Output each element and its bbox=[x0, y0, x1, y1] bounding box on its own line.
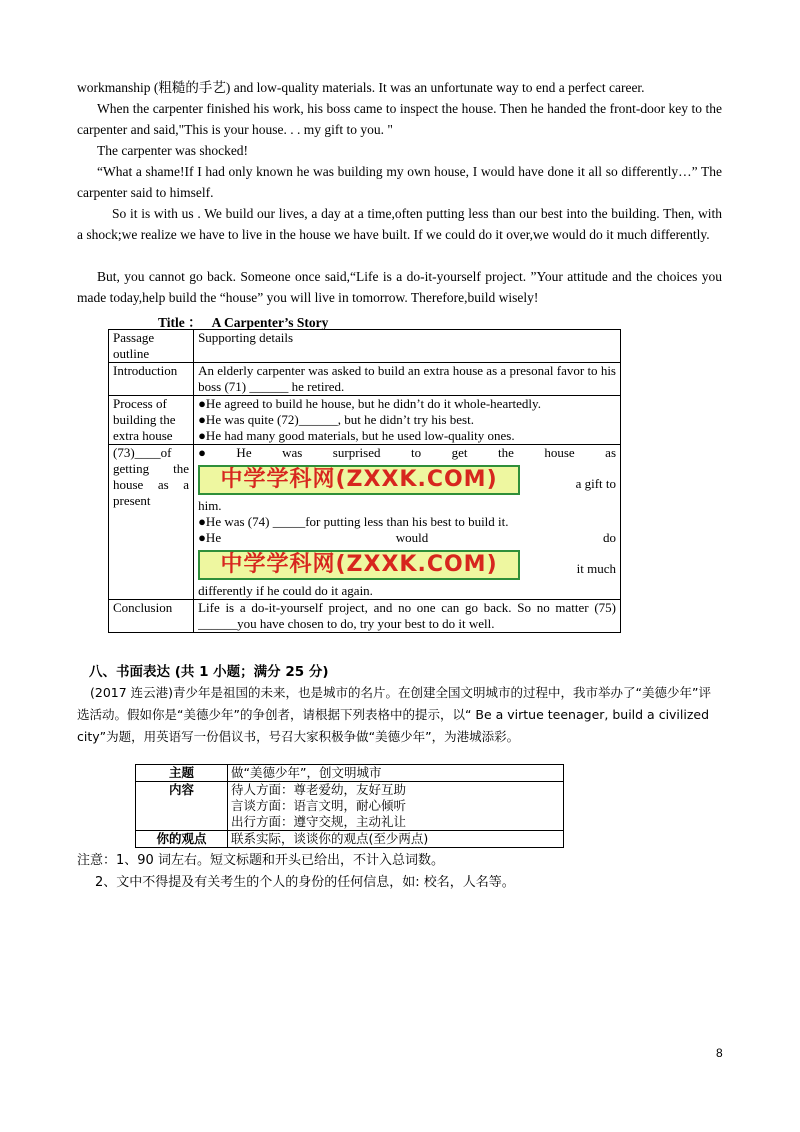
story-paragraph-5: So it is with us . We build our lives, a day at a time,often putting less than our best into the building. Then, with a shock;we realize we have to live in the house we have built. If we could do it over,we would do it much differently. bbox=[77, 206, 722, 242]
row-content: 做“美德少年”，创文明城市 bbox=[228, 765, 564, 782]
outline-header-cell: Passage outline bbox=[109, 330, 194, 363]
present-line-5: differently if he could do it again. bbox=[198, 583, 373, 598]
table-row bbox=[109, 330, 621, 363]
present-line-3: ●He was (74) _____for putting less than his best to build it. bbox=[198, 514, 509, 529]
table-row bbox=[136, 765, 564, 782]
process-details bbox=[194, 396, 621, 445]
outline-title-label: Title ： bbox=[158, 315, 202, 330]
outline-table bbox=[108, 329, 621, 633]
conclusion-label: Conclusion bbox=[109, 600, 194, 633]
story-paragraph-2: When the carpenter finished his work, his boss came to inspect the house. Then he handed the front-door key to the carpenter and said,"This is your house. . . my gift to you. " bbox=[77, 101, 722, 137]
story-paragraph-1: workmanship (粗糙的手艺) and low-quality materials. It was an unfortunate way to end a perfect career. bbox=[77, 80, 645, 95]
page-number: 8 bbox=[716, 1046, 723, 1060]
row-head: 内容 bbox=[136, 782, 228, 831]
story-paragraph-6: But, you cannot go back. Someone once said,“Life is a do-it-yourself project. ”Your attitude and the choices you made today,help build the “house” you will live in tomorrow. Therefore,build wisely! bbox=[77, 269, 722, 305]
table-row bbox=[109, 600, 621, 633]
list-item: ●He had many good materials, but he used low-quality ones. bbox=[198, 428, 515, 443]
table-row bbox=[109, 396, 621, 445]
writing-prompt: (2017 连云港)青少年是祖国的未来，也是城市的名片。在创建全国文明城市的过程中，我市举办了“美德少年”评选活动。假如你是“美德少年”的争创者，请根据下列表格中的提示，以“ Be a virtue teenager, build a civilized city”为题，用英语写一份倡议书，号召大家积极争做“美德少年”，为港城添彩。 bbox=[77, 685, 711, 744]
outline-header-cell: Supporting details bbox=[194, 330, 621, 363]
present-tail-2: it much bbox=[576, 561, 616, 576]
process-label: Process of building the extra house bbox=[109, 396, 194, 445]
intro-text: An elderly carpenter was asked to build an extra house as a presonal favor to his boss (71) ______ he retired. bbox=[194, 363, 621, 396]
requirements-table bbox=[135, 764, 564, 848]
row-content: 待人方面：尊老爱幼，友好互助 言谈方面：语言文明，耐心倾听 出行方面：遵守交规，主动礼让 bbox=[228, 782, 564, 831]
present-line-4: ●He would do bbox=[198, 530, 616, 545]
outline-title bbox=[158, 311, 338, 331]
conclusion-text: Life is a do-it-yourself project, and no one can go back. So no matter (75) ______you have chosen to do, try your best to do it well. bbox=[194, 600, 621, 633]
row-head: 你的观点 bbox=[136, 831, 228, 848]
row-content: 联系实际，谈谈你的观点(至少两点) bbox=[228, 831, 564, 848]
present-tail-1: a gift to bbox=[575, 476, 616, 491]
table-row bbox=[136, 782, 564, 831]
present-line-2: him. bbox=[198, 498, 222, 513]
story-paragraph-3: The carpenter was shocked! bbox=[97, 143, 249, 158]
table-row bbox=[109, 445, 621, 600]
present-line-1: ● He was surprised to get the house as bbox=[198, 445, 616, 460]
table-row bbox=[136, 831, 564, 848]
outline-title-text: A Carpenter’s Story bbox=[211, 315, 329, 330]
watermark-logo: 中学学科网(ZXXK.COM) bbox=[198, 465, 520, 495]
present-label: (73)____of getting the house as a present bbox=[109, 445, 194, 600]
story-paragraph-4: “What a shame!If I had only known he was building my own house, I would have done it all so differently…” The carpenter said to himself. bbox=[77, 164, 722, 200]
watermark-logo: 中学学科网(ZXXK.COM) bbox=[198, 550, 520, 580]
list-item: ●He was quite (72)______, but he didn’t try his best. bbox=[198, 412, 474, 427]
intro-label: Introduction bbox=[109, 363, 194, 396]
section-heading: 八、书面表达 (共 1 小题；满分 25 分) bbox=[89, 664, 329, 680]
list-item: ●He agreed to build he house, but he didn’t do it whole-heartedly. bbox=[198, 396, 541, 411]
row-head: 主题 bbox=[136, 765, 228, 782]
note-1: 注意：1、90 词左右。短文标题和开头已给出，不计入总词数。 bbox=[77, 853, 444, 868]
note-2: 2、文中不得提及有关考生的个人的身份的任何信息，如: 校名，人名等。 bbox=[95, 875, 515, 890]
present-details bbox=[194, 445, 621, 600]
table-row bbox=[109, 363, 621, 396]
